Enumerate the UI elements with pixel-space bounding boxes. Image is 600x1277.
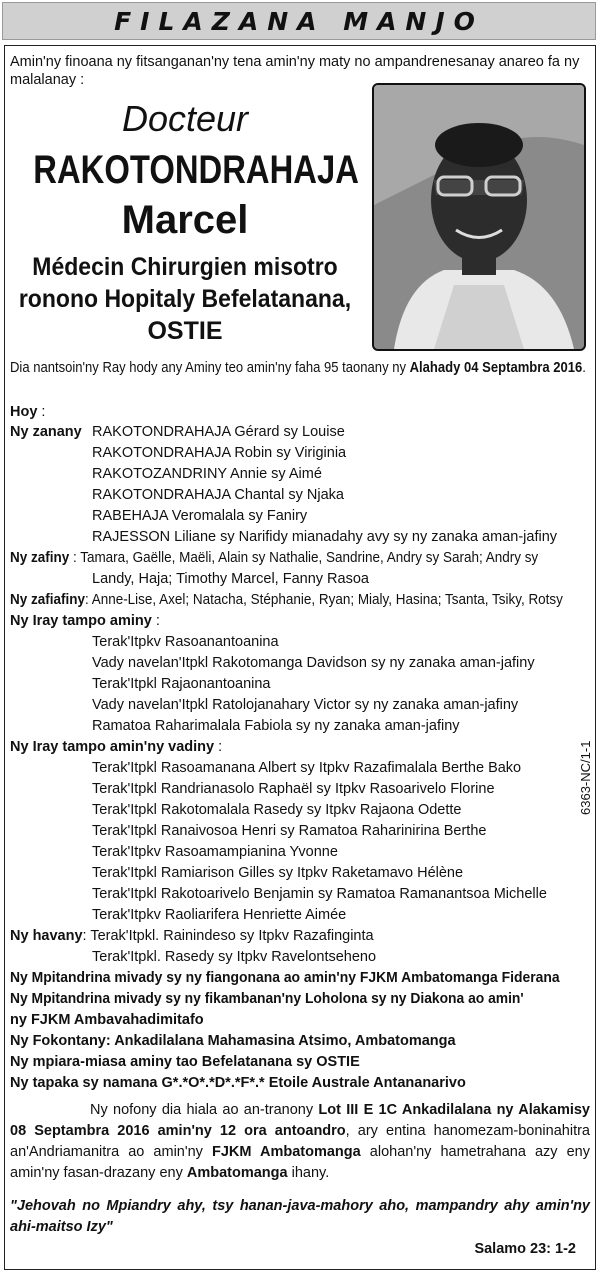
hoy-suffix: : <box>37 404 46 420</box>
tampo-vadiny-item: Terak'Itpkl Ramiarison Gilles sy Itpkv Raketamavo Hélène <box>92 865 464 881</box>
havany-text: : Terak'Itpkl. Rainindeso sy Itpkv Razafinginta <box>82 928 374 944</box>
tampo-aminy-item: Vady navelan'Itpkl Ratolojanahary Victor sy ny zanaka aman-jafiny <box>92 697 519 713</box>
funeral-address-date: Lot III E 1C Ankadilalana ny Alakamisy 08 Septambra 2016 amin'ny 12 ora antoandro <box>10 1102 590 1139</box>
funeral-details <box>10 1100 590 1184</box>
tampo-vadiny-item: Terak'Itpkl Ranaivosoa Henri sy Ramatoa Raharinirina Berthe <box>92 823 487 839</box>
havany-line2: Terak'Itpkl. Rasedy sy Itpkv Ravelontseheno <box>92 949 377 965</box>
tampo-aminy-label: Ny Iray tampo aminy <box>10 613 152 629</box>
deceased-role-line1: Médecin Chirurgien misotro <box>32 253 338 281</box>
tampo-vadiny-item: Terak'Itpkl Rakotomalala Rasedy sy Itpkv Rajaona Odette <box>92 802 462 818</box>
mourner-line: ny FJKM Ambavahadimitafo <box>10 1012 204 1028</box>
tampo-aminy-item: Terak'Itpkv Rasoanantoanina <box>92 634 279 650</box>
bible-verse-reference: Salamo 23: 1-2 <box>474 1241 576 1257</box>
funeral-text: ihany. <box>287 1165 330 1181</box>
zafiafiny-label: Ny zafiafiny <box>10 592 85 608</box>
zafiny-line1 <box>10 549 538 567</box>
zanany-item: RAKOTONDRAHAJA Robin sy Viriginia <box>92 445 347 461</box>
mourner-line: Ny mpiara-miasa aminy tao Befelatanana sy OSTIE <box>10 1054 360 1070</box>
tampo-aminy-label-line: Ny Iray tampo aminy : <box>10 613 160 629</box>
intro-text: Amin'ny finoana ny fitsanganan'ny tena amin'ny maty no ampandrenesanay anareo fa ny malalanay : <box>10 54 580 88</box>
tampo-vadiny-item: Terak'Itpkv Raoliarifera Henriette Aimée <box>92 907 347 923</box>
funeral-text: , ary entina hanomezam-boninahitra an'Andriamanitra ao amin'ny <box>10 1123 590 1160</box>
header-title: FILAZANA MANJO <box>114 6 484 36</box>
zafiafiny-text: : Anne-Lise, Axel; Natacha, Stéphanie, Ryan; Mialy, Hasina; Tsanta, Tsiky, Rotsy <box>84 592 563 608</box>
death-text: Dia nantsoin'ny Ray hody any Aminy teo amin'ny faha 95 taonany ny <box>10 360 410 376</box>
hoy-label: Hoy <box>10 404 38 420</box>
tampo-vadiny-item: Terak'Itpkl Randrianasolo Raphaël sy Itpkv Rasoarivelo Florine <box>92 781 495 797</box>
newspaper-section-header <box>2 2 596 40</box>
havany-label: Ny havany <box>10 928 83 944</box>
zanany-item: RAKOTONDRAHAJA Gérard sy Louise <box>92 424 345 440</box>
zafiny-label: Ny zafiny <box>10 550 70 566</box>
zafiny-line2: Landy, Haja; Timothy Marcel, Fanny Rasoa <box>92 571 369 587</box>
zanany-label: Ny zanany <box>10 424 82 440</box>
havany-line1 <box>10 927 374 945</box>
zafiafiny-line <box>10 591 563 609</box>
tampo-aminy-item: Terak'Itpkl Rajaonantoanina <box>92 676 271 692</box>
deceased-title: Docteur <box>121 98 249 139</box>
hoy-label-line <box>10 403 45 421</box>
tampo-vadiny-item: Terak'Itpkv Rasoamampianina Yvonne <box>92 844 338 860</box>
zafiny-text: : Tamara, Gaëlle, Maëli, Alain sy Nathalie, Sandrine, Andry sy Sarah; Andry sy <box>69 550 539 566</box>
tampo-vadiny-item: Terak'Itpkl Rakotoarivelo Benjamin sy Ramatoa Ramanantsoa Michelle <box>92 886 547 902</box>
deceased-surname: RAKOTONDRAHAJA <box>33 148 359 192</box>
mourner-line: Ny Fokontany: Ankadilalana Mahamasina Atsimo, Ambatomanga <box>10 1033 456 1049</box>
tampo-vadiny-item: Terak'Itpkl Rasoamanana Albert sy Itpkv Razafimalala Berthe Bako <box>92 760 522 776</box>
bible-quote: "Jehovah no Mpiandry ahy, tsy hanan-java-mahory aho, mampandry ahy amin'ny ahi-maitso Izy" <box>10 1198 590 1235</box>
mourner-line: Ny Mpitandrina mivady sy ny fiangonana ao amin'ny FJKM Ambatomanga Fiderana <box>10 970 560 986</box>
funeral-burial-place: Ambatomanga <box>186 1165 288 1181</box>
funeral-text: Ny nofony dia hiala ao an-tranony <box>90 1102 319 1118</box>
portrait-illustration <box>374 85 584 349</box>
deceased-given-name: Marcel <box>121 198 249 242</box>
deceased-portrait-photo <box>372 83 586 351</box>
deceased-role-line3: OSTIE <box>147 317 223 345</box>
funeral-church: FJKM Ambatomanga <box>212 1144 361 1160</box>
tampo-vadiny-label-line: Ny Iray tampo amin'ny vadiny : <box>10 739 223 755</box>
zanany-item: RABEHAJA Veromalala sy Faniry <box>92 508 308 524</box>
zanany-item: RAKOTONDRAHAJA Chantal sy Njaka <box>92 487 344 503</box>
funeral-text: alohan'ny hametrahana azy eny amin'ny fasan-drazany eny <box>10 1144 590 1181</box>
deceased-role-line2: ronono Hopitaly Befelatanana, <box>18 285 352 313</box>
zanany-item: RAJESSON Liliane sy Narifidy mianadahy avy sy ny zanaka aman-jafiny <box>92 529 558 545</box>
death-end: . <box>582 360 586 376</box>
tampo-vadiny-label: Ny Iray tampo amin'ny vadiny <box>10 739 215 755</box>
mourner-line: Ny tapaka sy namana G*.*O*.*D*.*F*.* Etoile Australe Antananarivo <box>10 1075 466 1091</box>
death-date: Alahady 04 Septambra 2016 <box>409 360 583 376</box>
reference-code: 6363-NC/1-1 <box>578 740 593 815</box>
death-announcement <box>10 359 586 377</box>
zanany-item: RAKOTOZANDRINY Annie sy Aimé <box>92 466 322 482</box>
mourner-line: Ny Mpitandrina mivady sy ny fikambanan'ny Loholona sy ny Diakona ao amin' <box>10 991 524 1007</box>
tampo-aminy-item: Vady navelan'Itpkl Rakotomanga Davidson sy ny zanaka aman-jafiny <box>92 655 535 671</box>
tampo-aminy-item: Ramatoa Raharimalala Fabiola sy ny zanaka aman-jafiny <box>92 718 460 734</box>
